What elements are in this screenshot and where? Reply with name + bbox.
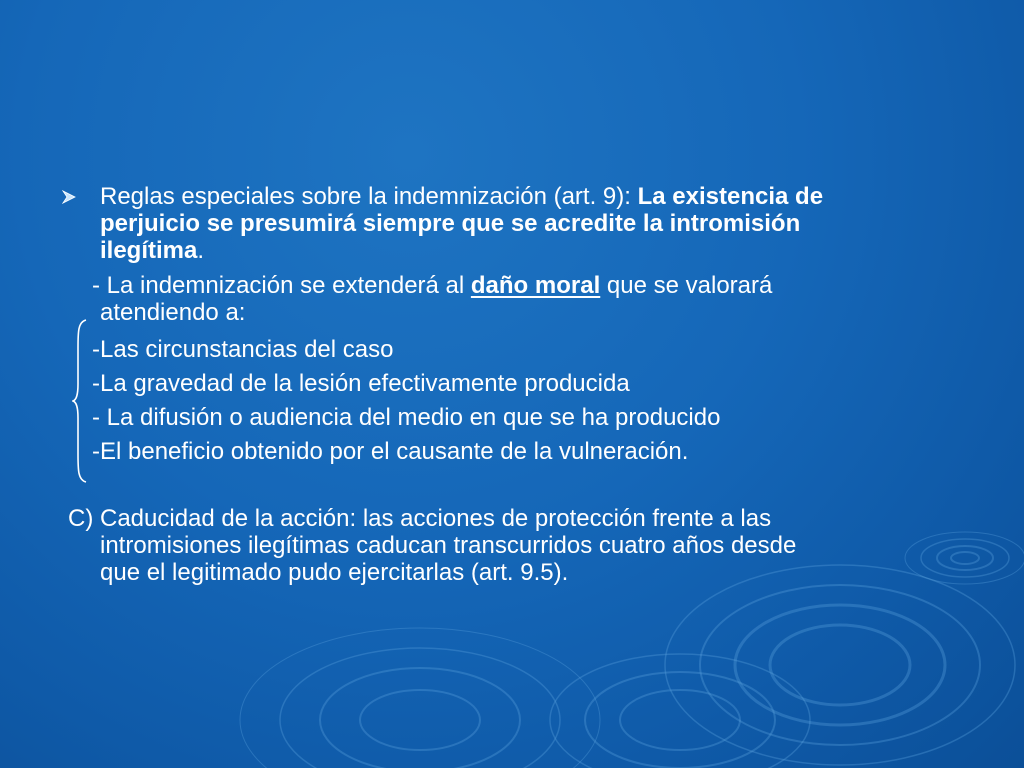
reglas-intro: Reglas especiales sobre la indemnización (art. 9): [100,183,638,210]
reglas-bold-1: La existencia de [637,183,824,210]
reglas-paragraph [100,183,823,264]
reglas-bold-2: perjuicio se presumirá siempre que se acredite la intromisión [100,210,801,237]
dano-moral-term: daño moral [470,272,601,299]
criterio-item: -La gravedad de la lesión efectivamente producida [92,370,630,397]
caducidad-line-3: que el legitimado pudo ejercitarlas (art. 9.5). [100,559,569,586]
caducidad-line-1: C) Caducidad de la acción: las acciones de protección frente a las [68,505,772,532]
caducidad-line-2: intromisiones ilegítimas caducan transcurridos cuatro años desde [100,532,797,559]
arrowhead-bullet-icon [62,190,76,204]
reglas-period: . [197,237,205,264]
reglas-bold-3: ilegítima [100,237,198,264]
criterio-item: -El beneficio obtenido por el causante de la vulneración. [92,438,689,465]
extension-line-2: atendiendo a: [100,299,246,326]
caducidad-paragraph [68,505,796,586]
criterio-item: -Las circunstancias del caso [92,336,394,363]
criterios-list [92,333,720,469]
extension-suffix: que se valorará [600,272,773,299]
extension-intro: - La indemnización se extenderá al [92,272,471,299]
criterio-item: - La difusión o audiencia del medio en que se ha producido [92,404,721,431]
extension-paragraph [92,272,772,326]
left-brace-icon [72,318,88,484]
